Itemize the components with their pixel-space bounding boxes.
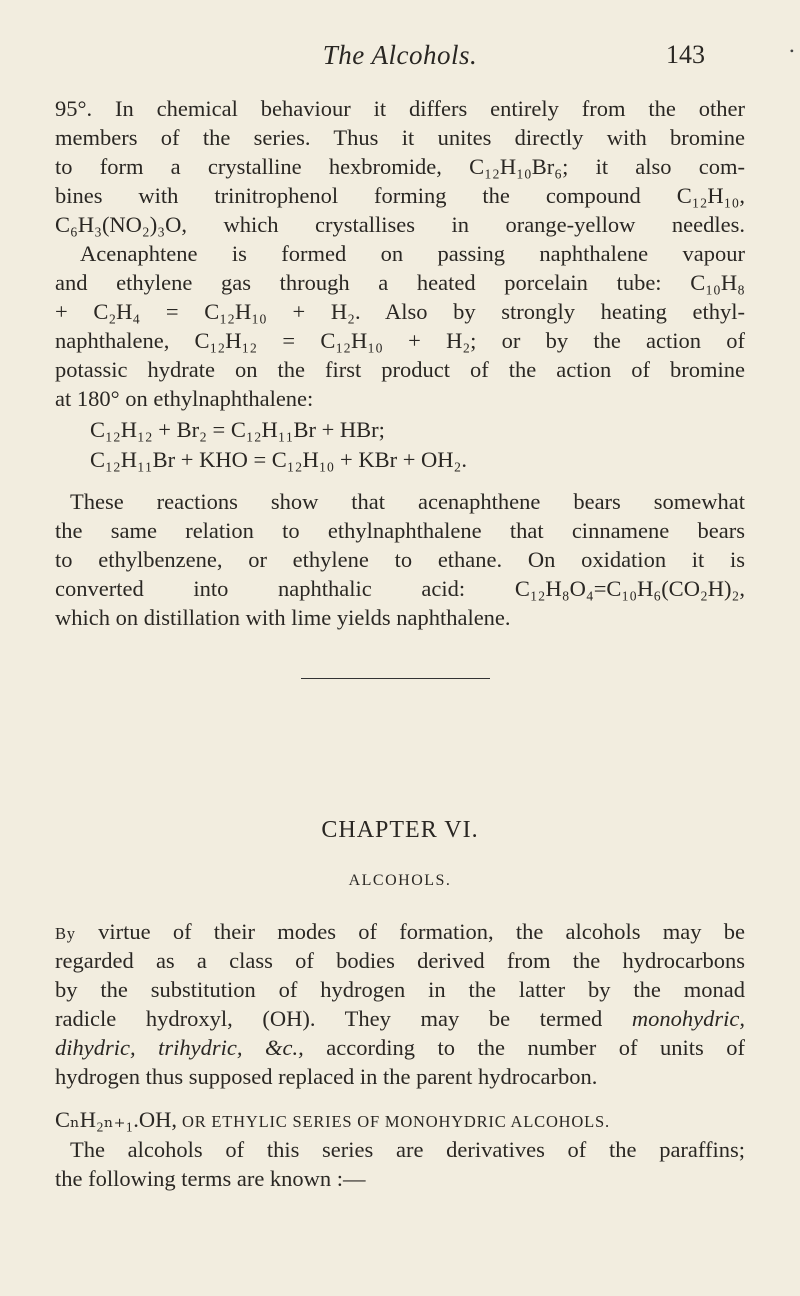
- text-line: to form a crystalline hexbromide, C₁₂H₁₀Br₆; it also com-: [55, 154, 745, 179]
- text-line: [55, 918, 745, 948]
- italic-term: dihydric, trihydric, &c.,: [55, 1035, 304, 1060]
- text-line: [55, 1034, 745, 1062]
- text-line: naphthalene, C₁₂H₁₂ = C₁₂H₁₀ + H₂; or by the action of: [55, 328, 745, 353]
- text-span: radicle hydroxyl, (OH). They may be termed: [55, 1006, 632, 1031]
- text-line: Acenaphtene is formed on passing naphthalene vapour: [80, 241, 745, 266]
- text-line: bines with trinitrophenol forming the compound C₁₂H₁₀,: [55, 183, 745, 208]
- text-line: These reactions show that acenaphthene bears somewhat: [70, 489, 745, 514]
- series-heading: OR ETHYLIC SERIES OF MONOHYDRIC ALCOHOLS.: [177, 1112, 610, 1131]
- text-line: C₆H₃(NO₂)₃O, which crystallises in orange-yellow needles.: [55, 212, 745, 237]
- text-line: The alcohols of this series are derivatives of the paraffins;: [70, 1137, 745, 1162]
- equation-line: C₁₂H₁₁Br + KHO = C₁₂H₁₀ + KBr + OH₂.: [90, 447, 467, 472]
- corner-mark: •: [789, 44, 794, 58]
- series-formula: CₙH₂ₙ₊₁.OH,: [55, 1107, 178, 1132]
- text-span: virtue of their modes of formation, the alcohols may be: [75, 919, 745, 944]
- text-line: which on distillation with lime yields naphthalene.: [55, 605, 511, 630]
- text-line: the same relation to ethylnaphthalene that cinnamene bears: [55, 518, 745, 543]
- text-line: regarded as a class of bodies derived from the hydrocarbons: [55, 948, 745, 973]
- text-line: and ethylene gas through a heated porcelain tube: C₁₀H₈: [55, 270, 745, 295]
- text-line: potassic hydrate on the first product of the action of bromine: [55, 357, 745, 382]
- page-number: 143: [666, 40, 705, 69]
- chapter-title: CHAPTER VI.: [321, 817, 479, 843]
- italic-term: monohydric,: [631, 1006, 745, 1031]
- drop-word: By: [55, 924, 76, 943]
- text-line: 95°. In chemical behaviour it differs entirely from the other: [55, 96, 745, 121]
- equation-line: C₁₂H₁₂ + Br₂ = C₁₂H₁₁Br + HBr;: [90, 417, 385, 442]
- text-span: according to the number of units of: [303, 1035, 745, 1060]
- text-line: members of the series. Thus it unites directly with bromine: [55, 125, 745, 150]
- text-line: hydrogen thus supposed replaced in the parent hydrocarbon.: [55, 1064, 598, 1089]
- page-header: [0, 36, 800, 76]
- section-divider: [301, 678, 490, 679]
- text-line: [55, 1005, 745, 1033]
- text-line: at 180° on ethylnaphthalene:: [55, 386, 314, 411]
- text-line: by the substitution of hydrogen in the latter by the monad: [55, 977, 745, 1002]
- text-line: + C₂H₄ = C₁₂H₁₀ + H₂. Also by strongly heating ethyl-: [55, 299, 745, 324]
- running-title: The Alcohols.: [322, 40, 478, 70]
- text-line: to ethylbenzene, or ethylene to ethane. On oxidation it is: [55, 547, 745, 572]
- text-line: converted into naphthalic acid: C₁₂H₈O₄=C₁₀H₆(CO₂H)₂,: [55, 576, 745, 601]
- text-line: the following terms are known :—: [55, 1166, 366, 1191]
- chapter-subtitle: ALCOHOLS.: [348, 872, 452, 889]
- section-heading: [55, 1106, 610, 1136]
